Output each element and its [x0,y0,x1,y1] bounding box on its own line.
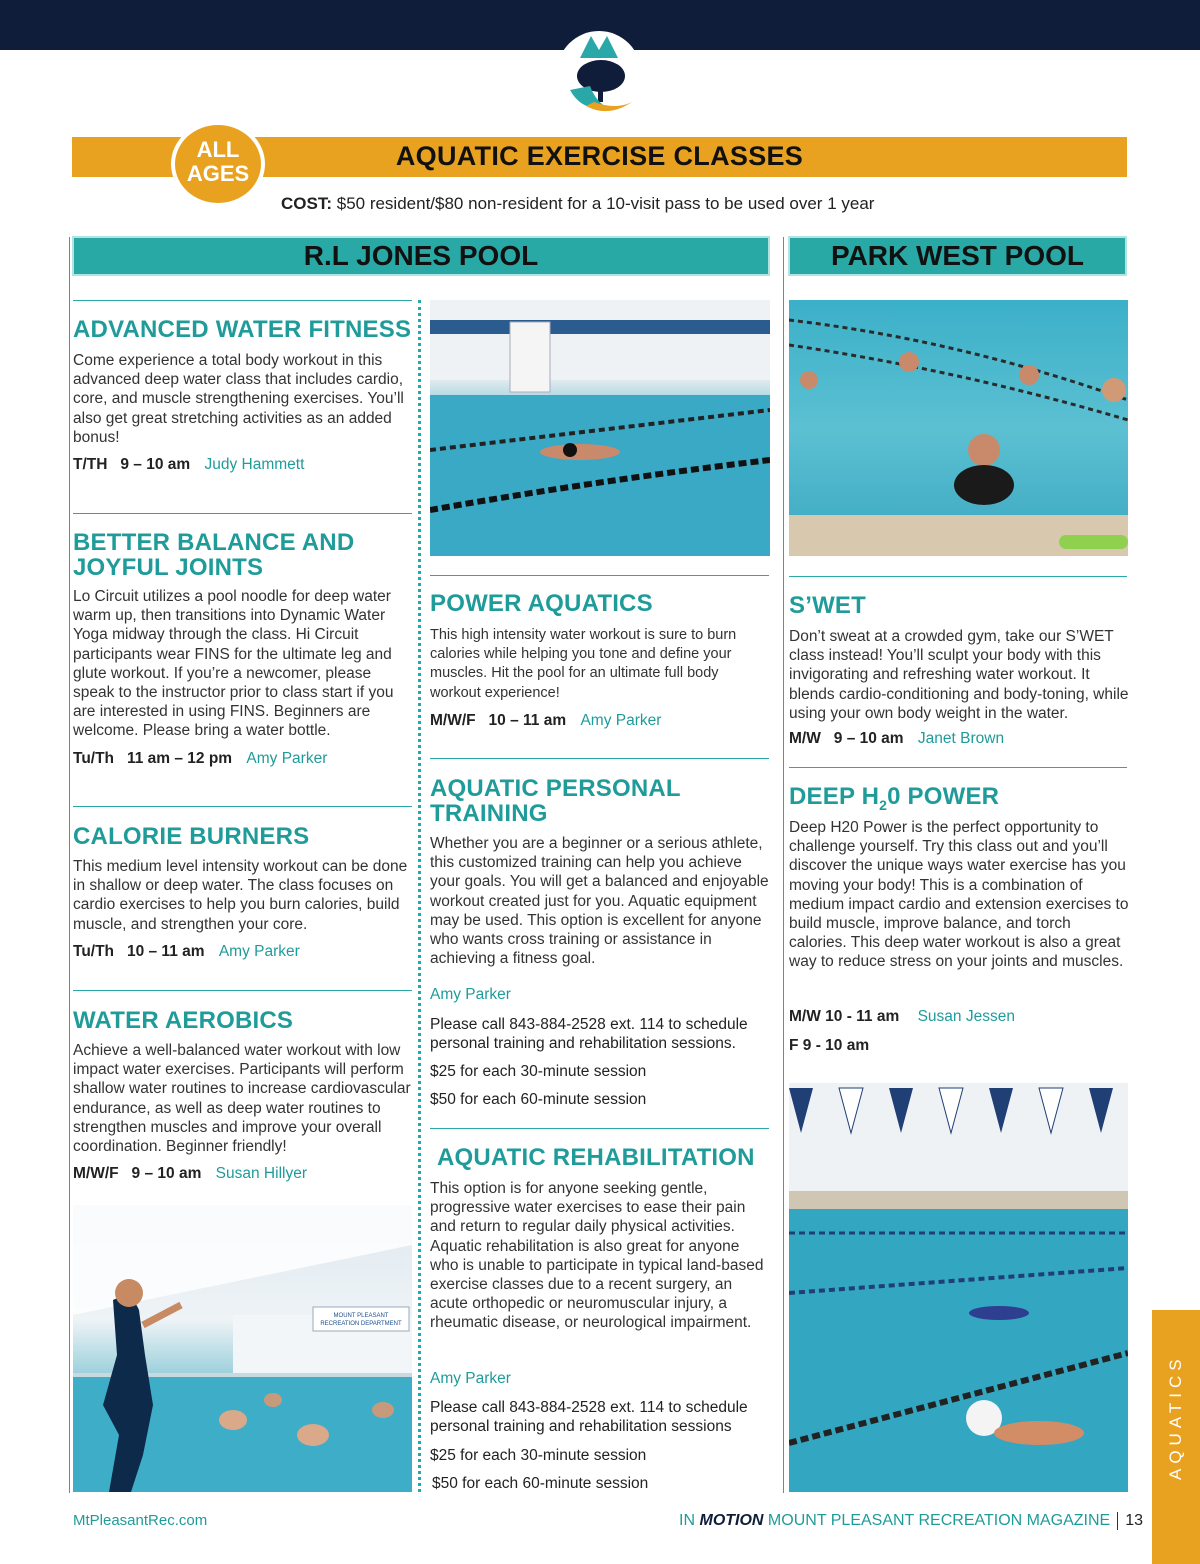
park-west-pool-heading: PARK WEST POOL [788,236,1127,276]
page-number: 13 [1125,1512,1143,1530]
aquatic-rehabilitation-instructor: Amy Parker [430,1370,511,1387]
footer-separator [1117,1512,1118,1530]
aquatic-rehabilitation-price-60: $50 for each 60-minute session [432,1475,649,1492]
footer-motion: MOTION [699,1512,764,1530]
personal-training-price-60: $50 for each 60-minute session [430,1091,647,1108]
power-aquatics-photo [430,300,770,556]
side-tab-label: AQUATICS [1166,1354,1185,1480]
cost-label: COST: [281,194,332,213]
banner-text-2: RECREATION DEPARTMENT [320,1321,402,1327]
schedule-time: 9 – 10 am [833,730,904,747]
aquatics-side-tab [1152,1310,1200,1564]
tree-logo-icon [556,28,642,118]
water-aerobics-schedule [73,1165,307,1183]
section-rule [73,300,412,301]
section-rule [789,576,1127,577]
column-divider-dotted [418,300,421,1492]
schedule-time: 11 am – 12 pm [126,750,233,767]
schedule-days: Tu/Th [73,750,115,767]
water-aerobics-body: Achieve a well-balanced water workout with low impact water exercises. Participants will perform shallow water routines to increase cardiovascular endurance, as well as deep water routines to strengthen muscles and improve your overall coordination. Beginner friendly! [73,1042,411,1156]
better-balance-body: Lo Circuit utilizes a pool noodle for deep water warm up, then transitions into Dynamic Water Yoga midway through the class. Hi Circuit participants wear FINS for the ultimate leg and glute workout. If you’re a newcomer, please speak to the instructor prior to class start if you are interested in using FINS. Beginners are welcome. Please bring a water bottle. [73,588,394,740]
advanced-water-fitness-title: ADVANCED WATER FITNESS [73,316,412,343]
section-rule [73,513,412,514]
middle-frame-line [783,237,784,1493]
section-rule [430,758,769,759]
left-frame-line [69,237,70,1493]
instructor-name: Susan Jessen [917,1008,1015,1025]
title-line-1: BETTER BALANCE AND [73,529,355,556]
power-aquatics-title: POWER AQUATICS [430,590,653,617]
instructor-name: Judy Hammett [204,456,305,473]
personal-training-title [430,776,775,826]
banner-text-1: MOUNT PLEASANT [333,1313,389,1319]
personal-training-price-30: $25 for each 30-minute session [430,1063,647,1080]
section-rule [430,1128,769,1129]
aquatic-rehabilitation-title: AQUATIC REHABILITATION [437,1144,755,1171]
water-aerobics-title: WATER AEROBICS [73,1007,294,1034]
title-line-2: JOYFUL JOINTS [73,554,264,581]
aquatic-rehabilitation-call: Please call 843-884-2528 ext. 114 to schedule personal training and rehabilitation sessions [430,1399,748,1435]
lap-swimmers-illustration [789,1083,1128,1492]
schedule-time: 9 – 10 am [120,456,191,473]
instructor-name: Amy Parker [246,750,328,767]
instructor-name: Janet Brown [917,730,1005,747]
pool-class-illustration [73,1205,412,1492]
women-in-pool-illustration [789,300,1128,556]
title-subscript: 2 [879,796,888,813]
title-part-1: DEEP H [789,783,880,810]
swimmer-illustration [430,300,770,556]
footer-in: IN [679,1512,700,1530]
page-title: AQUATIC EXERCISE CLASSES [395,141,804,171]
power-aquatics-schedule [430,712,661,730]
schedule-days-time: F 9 - 10 am [789,1037,870,1054]
instructor-name: Amy Parker [218,943,300,960]
swet-body: Don’t sweat at a crowded gym, take our S’WET class instead! You’ll sculpt your body with this invigorating and refreshing water workout. It blends cardio-conditioning and body-toning, while using your own body weight in the water. [789,628,1129,722]
badge-line-2: AGES [186,161,250,186]
title-part-2: 0 POWER [887,783,1000,810]
advanced-water-fitness-body: Come experience a total body workout in this advanced deep water class that includes cardio, core, and muscle strengthening exercises. You’ll also get great stretching activities as an added bonus! [73,352,404,446]
schedule-time: 9 – 10 am [131,1165,202,1182]
section-rule [430,575,769,576]
website-link[interactable]: MtPleasantRec.com [73,1512,208,1529]
aquatic-rehabilitation-body: This option is for anyone seeking gentle, progressive water exercises to ease their pain and return to regular daily physical activities. Aquatic rehabilitation is also great for anyone who is unable to participate in typical land-based exercise classes due to a recent surgery, an acute orthopedic or neuromuscular injury, a rheumatic disease, or neurological impairment. [430,1180,764,1332]
magazine-footer [679,1512,1143,1530]
instructor-name: Susan Hillyer [215,1165,307,1182]
swet-title: S’WET [789,592,866,619]
deep-h2o-power-schedule-1 [789,1008,1015,1026]
deep-h2o-photo [789,1083,1128,1492]
rl-jones-pool-heading: R.L JONES POOL [72,236,770,276]
schedule-days: Tu/Th [73,943,115,960]
schedule-days: M/W/F [430,712,476,729]
section-rule [73,806,412,807]
section-rule [73,990,412,991]
power-aquatics-body: This high intensity water workout is sure to burn calories while helping you tone and define your muscles. Hit the pool for an ultimate full body workout experience! [430,627,737,701]
footer-magazine: MOUNT PLEASANT RECREATION MAGAZINE [763,1512,1111,1530]
deep-h2o-power-body: Deep H20 Power is the perfect opportunity to challenge yourself. Try this class out and you’ll discover the unique ways water exercise has you moving your body! This is a combination of medium impact cardio and extension exercises to build muscle, improve balance, and torch calories. This deep water workout is also a great way to reduce stress on your joints and muscles. [789,819,1129,971]
instructor-name: Amy Parker [580,712,662,729]
section-rule [789,767,1127,768]
personal-training-instructor: Amy Parker [430,986,511,1003]
badge-line-1: ALL [196,137,240,162]
aquatic-rehabilitation-price-30: $25 for each 30-minute session [430,1447,647,1464]
title-line-1: AQUATIC PERSONAL [430,775,681,802]
deep-h2o-power-schedule-2 [789,1037,869,1055]
title-line-2: TRAINING [430,800,548,827]
advanced-water-fitness-schedule [73,456,304,474]
personal-training-body: Whether you are a beginner or a serious athlete, this customized training can help you achieve your goals. You will get a balanced and enjoyable workout created just for you. Aquatic equipment may be used. This option is excellent for anyone who wants cross training or assistance in achieving a fitness goal. [430,835,769,968]
swet-photo [789,300,1128,556]
calorie-burners-title: CALORIE BURNERS [73,823,310,850]
personal-training-call: Please call 843-884-2528 ext. 114 to schedule personal training and rehabilitation sessions. [430,1016,748,1052]
cost-line [281,194,874,214]
calorie-burners-schedule [73,943,300,961]
better-balance-title [73,530,418,580]
schedule-days: M/W/F [73,1165,119,1182]
cost-text: $50 resident/$80 non-resident for a 10-visit pass to be used over 1 year [336,194,875,213]
swet-schedule [789,730,1004,748]
all-ages-badge [171,121,265,207]
schedule-days-time: M/W 10 - 11 am [789,1008,900,1025]
schedule-time: 10 – 11 am [126,943,205,960]
calorie-burners-body: This medium level intensity workout can be done in shallow or deep water. The class focuses on cardio exercises to help you burn calories, build muscle, and strengthen your core. [73,858,408,933]
deep-h2o-power-title [789,784,1127,818]
water-aerobics-photo [73,1205,412,1492]
better-balance-schedule [73,750,327,768]
schedule-days: T/TH [73,456,108,473]
schedule-days: M/W [789,730,821,747]
schedule-time: 10 – 11 am [488,712,567,729]
